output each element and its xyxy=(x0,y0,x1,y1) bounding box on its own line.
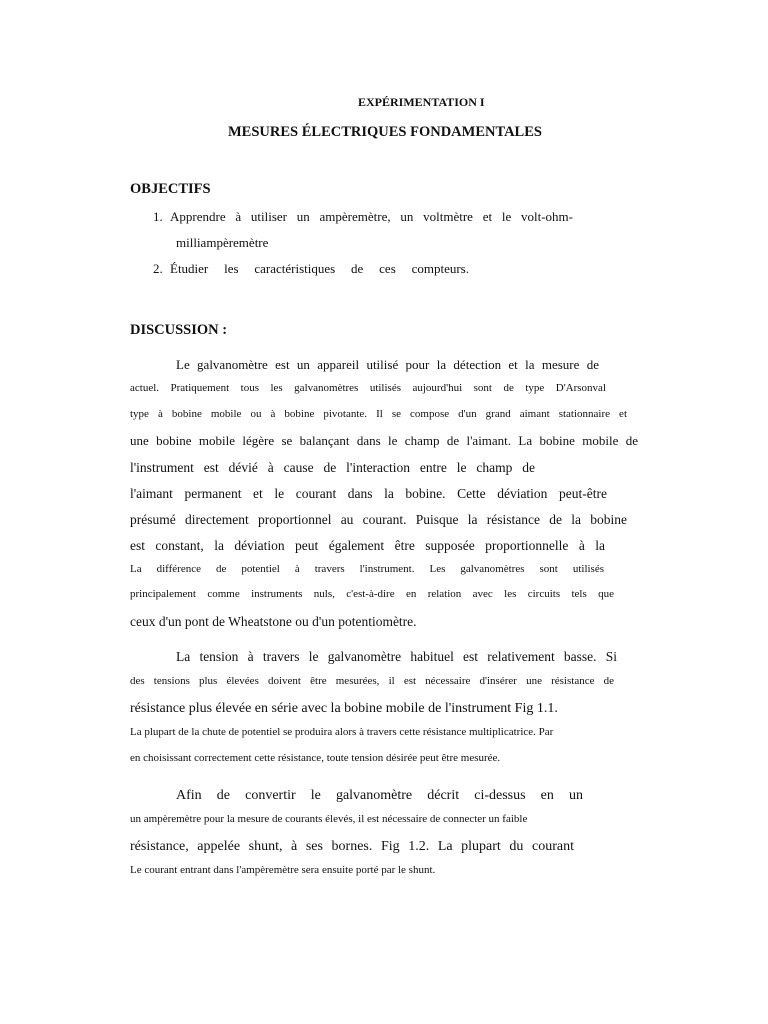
paragraph-line: type à bobine mobile ou à bobine pivotante. Il se compose d'un grand aimant stationnaire et xyxy=(130,408,627,420)
paragraph-line: présumé directement proportionnel au courant. Puisque la résistance de la bobine xyxy=(130,512,627,527)
objective-text-continued: milliampèremètre xyxy=(176,235,269,250)
objectives-heading: OBJECTIFS xyxy=(130,181,211,197)
paragraph-line: La différence de potentiel à travers l'instrument. Les galvanomètres sont utilisés xyxy=(130,563,604,575)
paragraph-line: résistance, appelée shunt, à ses bornes. Fig 1.2. La plupart du courant xyxy=(130,839,574,854)
paragraph-line: l'aimant permanent et le courant dans la bobine. Cette déviation peut-être xyxy=(130,486,607,501)
paragraph-line: La plupart de la chute de potentiel se produira alors à travers cette résistance multiplicatrice. Par xyxy=(130,726,554,738)
objective-text: Apprendre à utiliser un ampèremètre, un voltmètre et le volt-ohm- xyxy=(170,209,573,224)
discussion-heading: DISCUSSION : xyxy=(130,322,228,338)
document-title: MESURES ÉLECTRIQUES FONDAMENTALES xyxy=(228,124,542,140)
paragraph-line: principalement comme instruments nuls, c'est-à-dire en relation avec les circuits tels que xyxy=(130,588,614,600)
paragraph-line: Le courant entrant dans l'ampèremètre sera ensuite porté par le shunt. xyxy=(130,864,436,876)
paragraph-line: un ampèremètre pour la mesure de courants élevés, il est nécessaire de connecter un faible xyxy=(130,813,528,825)
objective-number: 2. xyxy=(153,261,163,276)
paragraph-line: en choisissant correctement cette résistance, toute tension désirée peut être mesurée. xyxy=(130,752,501,764)
paragraph-line: résistance plus élevée en série avec la bobine mobile de l'instrument Fig 1.1. xyxy=(130,701,558,716)
paragraph-line: La tension à travers le galvanomètre habituel est relativement basse. Si xyxy=(176,649,617,664)
paragraph-line: ceux d'un pont de Wheatstone ou d'un potentiomètre. xyxy=(130,614,417,629)
paragraph-line: est constant, la déviation peut également être supposée proportionnelle à la xyxy=(130,538,605,553)
paragraph-line: des tensions plus élevées doivent être mesurées, il est nécessaire d'insérer une résistance de xyxy=(130,675,614,687)
objective-text: Étudier les caractéristiques de ces compteurs. xyxy=(170,261,469,276)
paragraph-line: Le galvanomètre est un appareil utilisé pour la détection et la mesure de xyxy=(176,357,599,372)
experiment-header: EXPÉRIMENTATION I xyxy=(358,95,485,109)
objective-number: 1. xyxy=(153,209,163,224)
paragraph-line: une bobine mobile légère se balançant dans le champ de l'aimant. La bobine mobile de xyxy=(130,433,638,448)
paragraph-line: actuel. Pratiquement tous les galvanomètres utilisés aujourd'hui sont de type D'Arsonval xyxy=(130,382,606,394)
paragraph-line: l'instrument est dévié à cause de l'interaction entre le champ de xyxy=(130,460,535,475)
paragraph-line: Afin de convertir le galvanomètre décrit ci-dessus en un xyxy=(176,788,583,803)
